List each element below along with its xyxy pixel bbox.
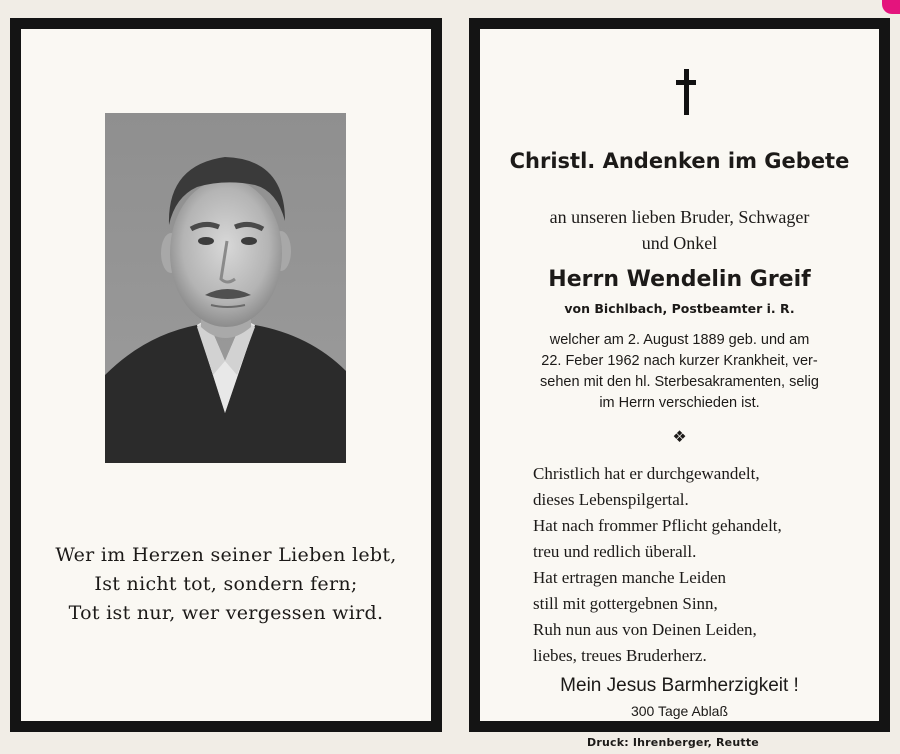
dedication-line: und Onkel [641,233,718,253]
memorial-heading: Christl. Andenken im Gebete [509,149,850,173]
closing-prayer: Mein Jesus Barmherzigkeit ! [560,675,799,696]
poem-line: Hat ertragen manche Leiden [533,568,727,587]
life-dates-text [480,330,879,414]
poem-line: Christlich hat er durchgewandelt, [533,464,760,483]
right-card [469,18,890,732]
verse-line: Ist nicht tot, sondern fern; [94,573,358,595]
poem-line: Ruh nun aus von Deinen Leiden, [533,620,757,639]
verse-line: Wer im Herzen seiner Lieben lebt, [55,544,397,566]
deceased-origin: von Bichlbach, Postbeamter i. R. [564,301,795,316]
poem-line: Hat nach frommer Pflicht gehandelt, [533,516,782,535]
portrait-photo [105,113,346,463]
ornament-icon: ❖ [672,427,687,446]
left-card [10,18,442,732]
memorial-poem [533,461,782,669]
cross-icon [676,69,696,115]
indulgence-note: 300 Tage Ablaß [630,703,729,719]
body-line: sehen mit den hl. Sterbesakramenten, selig [540,374,819,390]
poem-line: still mit gottergebnen Sinn, [533,594,718,613]
corner-mark [882,0,900,14]
dedication-line: an unseren lieben Bruder, Schwager [549,207,810,227]
deceased-name: Herrn Wendelin Greif [548,267,811,292]
portrait-illustration [105,113,346,463]
body-line: 22. Feber 1962 nach kurzer Krankheit, ver- [541,353,818,369]
poem-line: treu und redlich überall. [533,542,697,561]
printer-imprint: Druck: Ihrenberger, Reutte [587,736,759,749]
body-line: im Herrn verschieden ist. [599,395,760,411]
poem-line: liebes, treues Bruderherz. [533,646,707,665]
poem-line: dieses Lebenspilgertal. [533,490,689,509]
body-line: welcher am 2. August 1889 geb. und am [549,332,810,348]
verse-line: Tot ist nur, wer vergessen wird. [68,602,384,624]
memorial-verse [21,541,431,628]
